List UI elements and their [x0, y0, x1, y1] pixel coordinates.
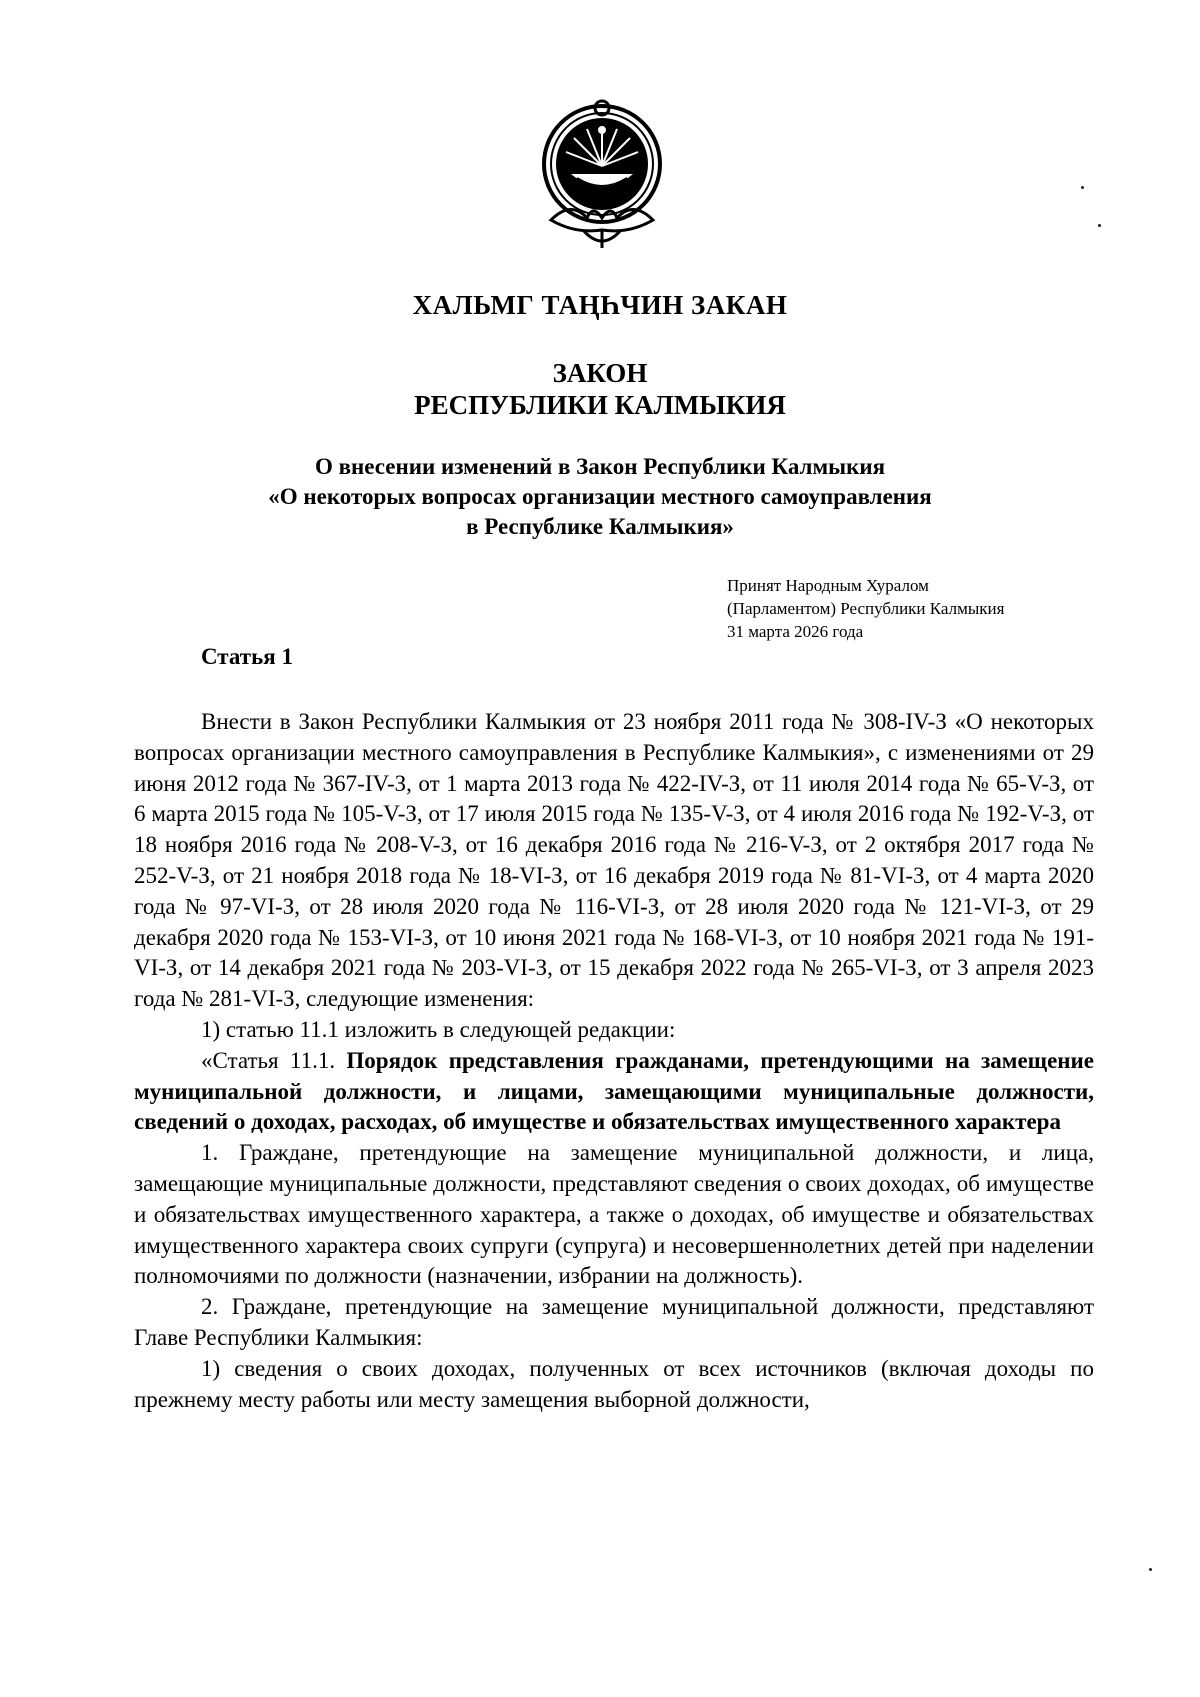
new-article-title: [134, 1046, 1094, 1138]
amendment-item: 1) статью 11.1 изложить в следующей редакции:: [201, 1016, 676, 1042]
law-title-line: О внесении изменений в Закон Республики Калмыкия: [314, 454, 886, 479]
adoption-line: (Парламентом) Республики Калмыкия: [727, 599, 1005, 618]
scan-speck: [1149, 1568, 1152, 1571]
law-title-line: в Республике Калмыкия»: [466, 514, 734, 539]
article-heading: Статья 1: [201, 644, 293, 669]
article-body: [134, 707, 1094, 1415]
new-article-name: Порядок представления гражданами, претендующими на замещение муниципальной должности, и лицами, замещающими муниципальные должности, сведений о доходах, расходах, об имуществе и обязательствах имущественного характера: [134, 1047, 1095, 1135]
republic-heading: РЕСПУБЛИКИ КАЛМЫКИЯ: [414, 390, 786, 420]
paragraph: 1. Граждане, претендующие на замещение муниципальной должности, и лица, замещающие муниципальные должности, представляют сведения о своих доходах, об имуществе и обязательствах имущественного характера, а также о доходах, об имуществе и обязательствах имущественного характера своих супруги (супруга) и несовершеннолетних детей при наделении полномочиями по должности (назначении, избрании на должность).: [134, 1140, 1094, 1289]
adoption-note: [727, 574, 1004, 643]
paragraph: 1) сведения о своих доходах, полученных от всех источников (включая доходы по прежнему месту работы или месту замещения выборной должности,: [134, 1355, 1094, 1412]
adoption-date: 31 марта 2026 года: [727, 622, 864, 641]
amendment-intro: Внести в Закон Республики Калмыкия от 23 ноября 2011 года № 308-IV-З «О некоторых вопросах организации местного самоуправления в Республике Калмыкия», с изменениями от 29 июня 2012 года № 367-IV-З, от 1 марта 2013 года № 422-IV-З, от 11 июля 2014 года № 65-V-З, от 6 марта 2015 года № 105-V-З, от 17 июля 2015 года № 135-V-З, от 4 июля 2016 года № 192-V-З, от 18 ноября 2016 года № 208-V-З, от 16 декабря 2016 года № 216-V-З, от 2 октября 2017 года № 252-V-З, от 21 ноября 2018 года № 18-VI-З, от 16 декабря 2019 года № 81-VI-З, от 4 марта 2020 года № 97-VI-З, от 28 июля 2020 года № 116-VI-З, от 28 июля 2020 года № 121-VI-З, от 29 декабря 2020 года № 153-VI-З, от 10 июня 2021 года № 168-VI-З, от 10 ноября 2021 года № 191-VI-З, от 14 декабря 2021 года № 203-VI-З, от 15 декабря 2022 года № 265-VI-З, от 3 апреля 2023 года № 281-VI-З, следующие изменения:: [134, 709, 1094, 1012]
scan-speck: [1098, 224, 1101, 227]
law-title-line: «О некоторых вопросах организации местного самоуправления: [268, 484, 932, 509]
kalmyk-law-heading: ХАЛЬМГ ТАҢҺЧИН ЗАКАН: [412, 290, 788, 320]
adoption-line: Принят Народным Хуралом: [727, 576, 929, 595]
law-heading: ЗАКОН: [552, 358, 648, 388]
law-title: [0, 452, 1200, 542]
paragraph: 2. Граждане, претендующие на замещение муниципальной должности, представляют Главе Республики Калмыкия:: [134, 1294, 1094, 1350]
kalmykia-emblem-icon: [531, 96, 673, 256]
scan-speck: [1081, 186, 1084, 189]
new-article-prefix: «Статья 11.1.: [201, 1047, 347, 1073]
